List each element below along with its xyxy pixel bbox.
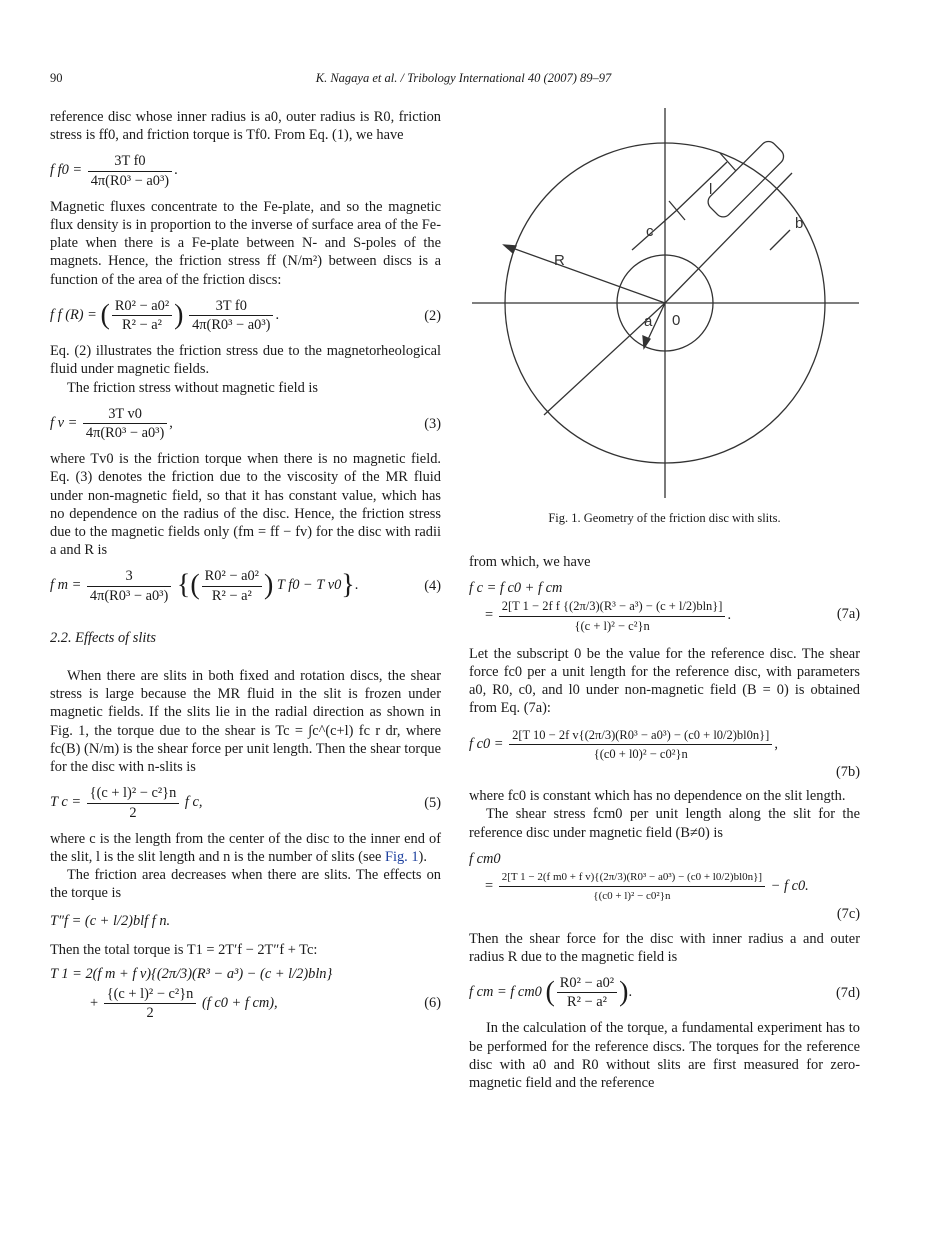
label-a: a [644, 313, 653, 330]
label-0: 0 [672, 312, 681, 329]
label-c: c [646, 223, 654, 240]
equation-number: (7d) [836, 984, 860, 1001]
equation-7d: f cm = f cm0 ( $\frac{\text{R0² − a0²}}{\text{R² − a²}}$ ). (7d) [469, 975, 860, 1011]
eq-denominator: 4π(R0³ − a0³) [192, 317, 271, 334]
paragraph: The friction stress without magnetic field is [67, 379, 318, 396]
eq-denominator: {(c0 + l0)² − c0²}n [593, 746, 688, 761]
paragraph: Then the total torque is T1 = 2T′f − 2T″f + Tc: [50, 941, 318, 958]
eq-line: f c = f c0 + f cm [469, 580, 563, 597]
paragraph: The friction area decreases when there are slits. The effects on the torque is [50, 867, 441, 902]
eq-term: (f c0 + f cm), [201, 994, 278, 1011]
dim-line-b [770, 230, 790, 250]
eq-numerator: 2[T 1 − 2f f {(2π/3)(R³ − a³) − (c + l/2)bln}] [499, 597, 726, 616]
figure-caption: Fig. 1. Geometry of the friction disc with slits. [548, 511, 781, 525]
paragraph: Magnetic fluxes concentrate to the Fe-plate, and so the magnetic flux density is in proportion to the inverse of surface area of the Fe-plate when there is a Fe-plate between N- and S-poles of the magnets. Hence, the friction stress ff (N/m²) between discs is a function of the area of the friction discs: [50, 198, 441, 288]
eq-equals: = [485, 607, 494, 624]
figure-1 [472, 100, 859, 510]
equation-3: f v = $\frac{\text{3T v0}}{\text{4π(R0³ − a0³)}}$ , (3) [50, 405, 441, 442]
eq-numerator: 3T f0 [88, 152, 172, 171]
eq-numerator: 2[T 10 − 2f v{(2π/3)(R0³ − a0³) − (c0 + l0/2)bl0n}] [509, 726, 772, 745]
eq-plus: + [90, 994, 99, 1011]
page-number: 90 [50, 71, 63, 85]
paragraph: Then the shear force for the disc with inner radius a and outer radius R due to the magnetic field is [469, 930, 860, 965]
eq-lhs: f c0 = [469, 735, 504, 752]
equation-7a: f c = f c0 + f cm = $\frac{\text{2[T 1 − 2f f \{(2π/3)(R³ − a³) − (c + l/2)bln\}]}}{\text{\{(c + l)² − c²\}n}}$ . (7a) [469, 579, 860, 635]
eq-lhs: f m = [50, 577, 82, 594]
section-heading: 2.2. Effects of slits [50, 629, 156, 646]
eq-lhs: f cm = f cm0 [469, 984, 542, 1001]
dim-line-l [677, 162, 727, 210]
eq-lhs: f f (R) = [50, 306, 97, 323]
arrowhead [504, 245, 516, 253]
eq-lhs: T c = [50, 794, 82, 811]
eq-numerator: 3T v0 [83, 405, 167, 424]
equation-number: (2) [424, 307, 441, 324]
equation-number: (6) [424, 995, 441, 1012]
paragraph: The shear stress fcm0 per unit length along the slit for the reference disc under magnetic field (B≠0) is [469, 806, 860, 841]
eq-numerator: {(c + l)² − c²}n [87, 784, 180, 803]
eq-denominator: 2 [129, 804, 137, 821]
paragraph: where fc0 is constant which has no dependence on the slit length. [469, 788, 846, 805]
paragraph: from which, we have [469, 554, 591, 570]
paragraph: reference disc whose inner radius is a0, outer radius is R0, friction stress is ff0, and friction torque is Tf0. From Eq. (1), we have [50, 109, 441, 144]
equation-6 [50, 965, 441, 1023]
equation-2: f f (R) = ( $\frac{\text{R0² − a0²}}{\text{R² − a²}}$ ) $\frac{\text{3T f0}}{\text{4π(R0³ − a0³)}}$ . (2) [50, 297, 441, 334]
eq-numerator: R0² − a0² [112, 297, 172, 316]
eq-lhs: f f0 = [50, 162, 83, 179]
eq-line: f cm0 [469, 850, 501, 867]
equation-5 [50, 784, 441, 821]
equation-number: (5) [424, 794, 441, 811]
figure-link[interactable]: Fig. 1 [384, 848, 419, 865]
equation-number: (3) [424, 415, 441, 432]
radius-R-line [504, 245, 665, 303]
equation-number: (7b) [836, 764, 860, 781]
paragraph: Eq. (2) illustrates the friction stress due to the magnetorheological fluid under magnetic fields. [50, 343, 441, 378]
eq-denominator: {(c0 + l)² − c0²}n [593, 890, 671, 903]
text-run: ). [418, 848, 427, 865]
eq-denominator: R² − a² [211, 587, 252, 604]
paragraph: where Tv0 is the friction torque when there is no magnetic field. Eq. (3) denotes the friction due to the viscosity of the MR fluid under non-magnetic field, so that it has constant value, which has no dependence on the radius of the disc. Hence, the friction stress due to the magnetic fields only (fm = ff − fv) for the disc with radii a and R is [50, 451, 441, 559]
eq-lhs: f v = [50, 414, 78, 431]
running-head: K. Nagaya et al. / Tribology International 40 (2007) 89–97 [315, 71, 612, 85]
left-column [50, 108, 441, 1022]
paragraph: When there are slits in both fixed and rotation discs, the shear stress is large because the MR fluid in the slit is frozen under magnetic fields. If the slits lie in the radial direction as shown in Fig. 1, the torque due to the shear is Tc = ∫c^(c+l) fc r dr, where fc(B) (N/m) is the shear force per unit length. Then the shear torque for the disc with n-slits is [50, 668, 441, 776]
eq-denominator: 2 [146, 1005, 154, 1022]
eq-term: T f0 − T v0 [276, 577, 342, 594]
eq-line: T 1 = 2(f m + f v){(2π/3)(R³ − a³) − (c + l/2)bln} [50, 965, 333, 982]
eq-numerator: R0² − a0² [557, 974, 617, 993]
eq-denominator: {(c + l)² − c²}n [574, 618, 650, 633]
slit-outline [705, 138, 787, 220]
eq-denominator: 4π(R0³ − a0³) [90, 172, 170, 189]
equation-7b: f c0 = $\frac{\text{2[T 10 − 2f v\{(2π/3)(R0³ − a0³) − (c0 + l0/2)bl0n\}]}}{\text{\{(c0 + l0)² − c0²\}n}}$ , (7b) [469, 727, 860, 781]
eq-term: f c, [184, 794, 203, 811]
eq-numerator: 3 [87, 567, 171, 586]
disc-geometry-diagram [472, 100, 859, 510]
eq-numerator: {(c + l)² − c²}n [104, 985, 197, 1004]
text-run: where c is the length from the center of the disc to the inner end of the slit, l is the slit length and n is the number of slits (see [50, 830, 441, 865]
right-column [469, 553, 860, 1092]
label-R: R [554, 252, 565, 269]
eq-line: T″f = (c + l/2)blf f n. [50, 913, 171, 930]
eq-numerator: R0² − a0² [202, 567, 262, 586]
eq-numerator: 3T f0 [189, 297, 273, 316]
eq-equals: = [485, 878, 494, 895]
eq-numerator: 2[T 1 − 2(f m0 + f v){(2π/3)(R0³ − a0³) − (c0 + l0/2)bl0n}] [499, 868, 765, 887]
equation-7c [469, 850, 860, 924]
equation-tpp [50, 911, 441, 933]
paragraph: Let the subscript 0 be the value for the reference disc. The shear force fc0 per a unit length for the reference disc, with parameters a0, R0, c0, and l0 under non-magnetic field (B = 0) is obtained from Eq. (7a): [469, 645, 860, 717]
equation-number: (7c) [836, 906, 860, 923]
label-l: l [709, 181, 713, 198]
dim-line-c [632, 210, 677, 250]
equation-number: (7a) [836, 605, 860, 622]
label-b: b [795, 215, 804, 232]
eq-denominator: R² − a² [122, 317, 162, 334]
paragraph [50, 830, 441, 866]
paragraph: In the calculation of the torque, a fundamental experiment has to be performed for the reference discs. The torques for the reference disc with a0 and R0 without slits are first measured for zero-magnetic field and the reference [469, 1020, 860, 1092]
equation-number: (4) [424, 578, 441, 595]
eq-term: − f c0. [770, 878, 809, 895]
slit-axis [665, 173, 792, 303]
eq-denominator: 4π(R0³ − a0³) [85, 425, 165, 442]
equation-ff0: f f0 = $\frac{\text{3T f0}}{\text{4π(R0³ − a0³)}}$ . [50, 153, 178, 189]
eq-denominator: 4π(R0³ − a0³) [89, 587, 169, 604]
equation-4: f m = $\frac{3}{\text{4π(R0³ − a0³)}}$ {( $\frac{\text{R0² − a0²}}{\text{R² − a²}}$ ) T f0 − T v0}. (4) [50, 568, 441, 604]
eq-denominator: R² − a² [566, 994, 607, 1011]
